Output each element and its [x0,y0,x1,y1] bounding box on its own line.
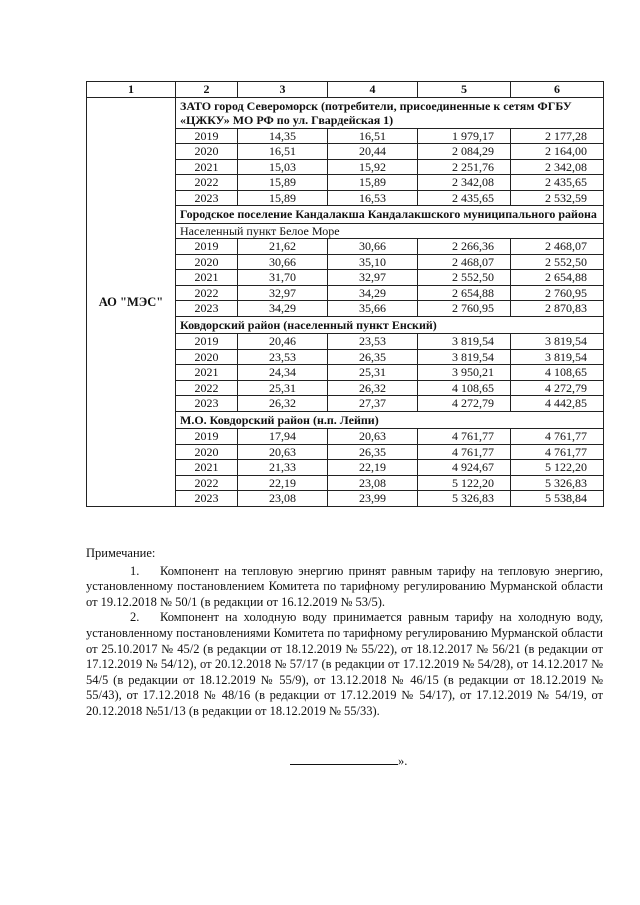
table-cell: 2020 [176,254,238,270]
column-header: 4 [328,82,418,98]
table-cell: 4 761,77 [418,444,511,460]
table-cell: 21,33 [238,460,328,476]
table-cell: 5 122,20 [418,475,511,491]
table-cell: 4 761,77 [511,429,604,445]
table-cell: 3 819,54 [511,349,604,365]
table-cell: 20,44 [328,144,418,160]
table-cell: 26,32 [328,380,418,396]
section-title: Ковдорский район (населенный пункт Енский) [176,316,604,334]
table-cell: 15,03 [238,159,328,175]
column-header: 3 [238,82,328,98]
table-cell: 2 654,88 [418,285,511,301]
table-cell: 2 177,28 [511,128,604,144]
table-cell: 4 761,77 [418,429,511,445]
column-header: 6 [511,82,604,98]
table-cell: 4 108,65 [418,380,511,396]
table-cell: 2 435,65 [511,175,604,191]
table-cell: 23,53 [328,334,418,350]
table-cell: 2 435,65 [418,190,511,206]
table-cell: 4 924,67 [418,460,511,476]
table-cell: 5 538,84 [511,491,604,507]
column-header: 2 [176,82,238,98]
table-cell: 2 468,07 [511,239,604,255]
table-cell: 2022 [176,380,238,396]
table-cell: 27,37 [328,396,418,412]
table-cell: 32,97 [328,270,418,286]
table-cell: 2021 [176,159,238,175]
table-cell: 5 326,83 [511,475,604,491]
table-cell: 5 326,83 [418,491,511,507]
tariff-table [86,81,604,507]
table-cell: 24,34 [238,365,328,381]
table-cell: 20,63 [328,429,418,445]
table-cell: 2021 [176,270,238,286]
table-cell: 2023 [176,396,238,412]
table-cell: 35,10 [328,254,418,270]
table-cell: 3 950,21 [418,365,511,381]
table-cell: 23,08 [328,475,418,491]
table-cell: 26,32 [238,396,328,412]
note-item [86,610,603,719]
table-cell: 2 084,29 [418,144,511,160]
column-header: 5 [418,82,511,98]
note-item [86,564,603,611]
table-cell: 5 122,20 [511,460,604,476]
table-cell: 21,62 [238,239,328,255]
subsection-title: Населенный пункт Белое Море [176,223,604,239]
note-number: 2. [130,610,140,625]
table-cell: 2 760,95 [418,301,511,317]
table-cell: 4 272,79 [511,380,604,396]
table-cell: 2 266,36 [418,239,511,255]
table-cell: 2023 [176,301,238,317]
table-cell: 30,66 [238,254,328,270]
table-cell: 23,08 [238,491,328,507]
notes-title: Примечание: [86,546,156,560]
section-title: М.О. Ковдорский район (н.п. Лейпи) [176,411,604,429]
table-cell: 2 552,50 [418,270,511,286]
notes-block [86,546,603,720]
table-cell: 2019 [176,334,238,350]
table-cell: 2020 [176,349,238,365]
note-text: Компонент на холодную воду принимается равным тарифу на холодную воду, установленному постановлениями Комитета по тарифному регулированию Мурманской области от 25.10.2017 № 45/2 (в редакции от 18.12.2019 № 55/22), от 18.12.2017 № 56/21 (в редакции от 17.12.2019 № 54/12), от 20.12.2018 № 57/17 (в редакции от 17.12.2019 № 54/28), от 14.12.2017 № 54/5 (в редакции от 18.12.2019 № 55/9), от 13.12.2018 № 46/15 (в редакции от 18.12.2019 № 55/43), от 17.12.2018 № 48/16 (в редакции от 17.12.2019 № 54/17), от 17.12.2019 № 54/19, от 20.12.2018 №51/13 (в редакции от 18.12.2019 № 55/33). [86,610,603,718]
table-cell: 2019 [176,239,238,255]
table-cell: 2019 [176,128,238,144]
table-cell: 25,31 [238,380,328,396]
table-cell: 25,31 [328,365,418,381]
table-cell: 20,46 [238,334,328,350]
table-cell: 31,70 [238,270,328,286]
table-cell: 2022 [176,475,238,491]
table-header-row [87,82,604,98]
signoff [290,752,407,769]
table-cell: 16,53 [328,190,418,206]
table-cell: 1 979,17 [418,128,511,144]
table-cell: 2 251,76 [418,159,511,175]
table-cell: 2019 [176,429,238,445]
table-cell: 2 552,50 [511,254,604,270]
note-number: 1. [130,563,140,578]
table-cell: 2 468,07 [418,254,511,270]
table-cell: 3 819,54 [418,334,511,350]
table-cell: 32,97 [238,285,328,301]
table-cell: 23,99 [328,491,418,507]
table-cell: 2 342,08 [418,175,511,191]
organization-name: АО "МЭС" [87,97,176,506]
table-cell: 15,92 [328,159,418,175]
table-cell: 2 760,95 [511,285,604,301]
table-cell: 4 272,79 [418,396,511,412]
table-cell: 2021 [176,365,238,381]
table-cell: 2 164,00 [511,144,604,160]
table-cell: 16,51 [238,144,328,160]
table-cell: 17,94 [238,429,328,445]
section-title: Городское поселение Кандалакша Кандалакшского муниципального района [176,206,604,224]
table-cell: 4 761,77 [511,444,604,460]
table-cell: 20,63 [238,444,328,460]
table-cell: 22,19 [238,475,328,491]
table-cell: 2020 [176,144,238,160]
table-cell: 2 654,88 [511,270,604,286]
table-cell: 34,29 [238,301,328,317]
table-cell: 2 532,59 [511,190,604,206]
table-cell: 2020 [176,444,238,460]
table-cell: 2 342,08 [511,159,604,175]
table-cell: 2022 [176,175,238,191]
table-cell: 14,35 [238,128,328,144]
table-cell: 15,89 [328,175,418,191]
table-cell: 30,66 [328,239,418,255]
table-cell: 3 819,54 [418,349,511,365]
table-cell: 2023 [176,491,238,507]
signoff-suffix: ». [398,754,408,768]
table-cell: 3 819,54 [511,334,604,350]
table-cell: 35,66 [328,301,418,317]
column-header: 1 [87,82,176,98]
table-cell: 34,29 [328,285,418,301]
table-cell: 2 870,83 [511,301,604,317]
table-cell: 2021 [176,460,238,476]
table-cell: 26,35 [328,349,418,365]
table-cell: 4 442,85 [511,396,604,412]
section-title: ЗАТО город Североморск (потребители, присоединенные к сетям ФГБУ «ЦЖКУ» МО РФ по ул. Гвардейская 1) [176,97,604,128]
table-cell: 2022 [176,285,238,301]
table-cell: 16,51 [328,128,418,144]
table-cell: 23,53 [238,349,328,365]
table-cell: 4 108,65 [511,365,604,381]
section-row [87,97,604,128]
table-cell: 22,19 [328,460,418,476]
table-cell: 15,89 [238,175,328,191]
table-cell: 26,35 [328,444,418,460]
table-cell: 15,89 [238,190,328,206]
table-cell: 2023 [176,190,238,206]
note-text: Компонент на тепловую энергию принят равным тарифу на тепловую энергию, установленному постановлением Комитета по тарифному регулированию Мурманской области от 19.12.2018 № 50/1 (в редакции от 16.12.2019 № 53/5). [86,563,603,609]
signoff-line [290,752,398,765]
